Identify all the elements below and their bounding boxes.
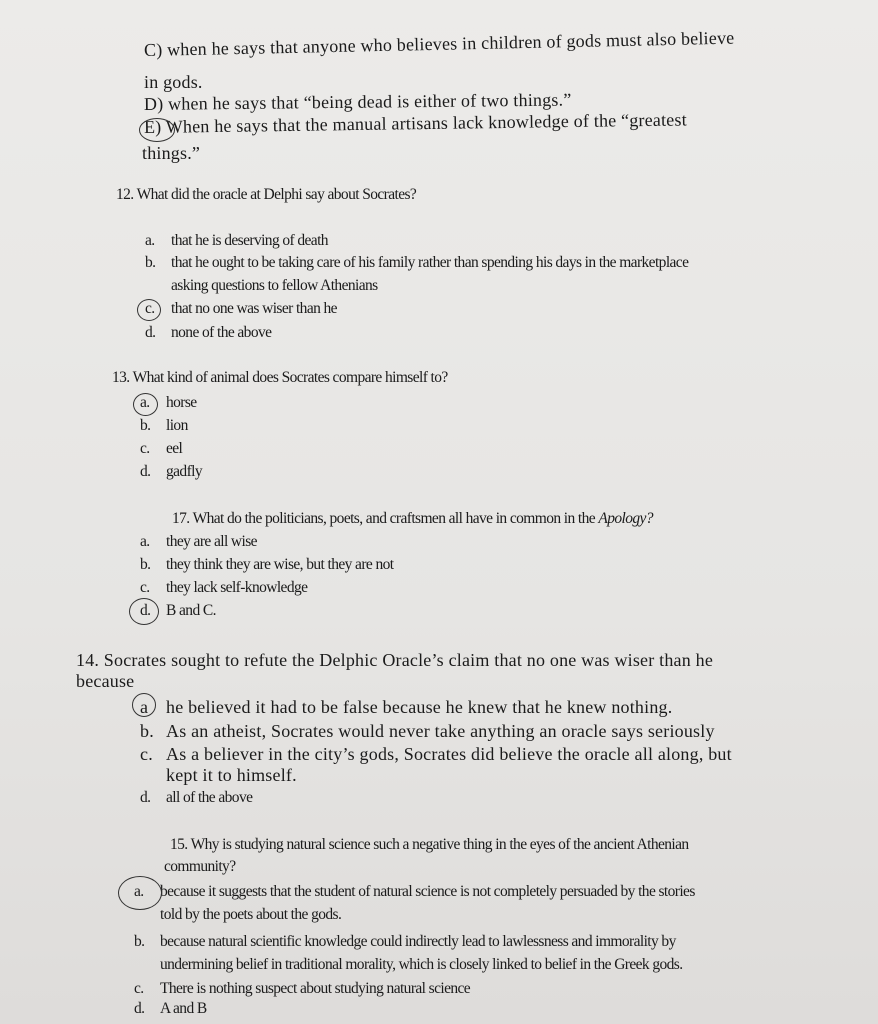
prev-option-e-cont: things.” xyxy=(142,143,201,163)
q17-c-text: they lack self-knowledge xyxy=(166,579,308,596)
q12-b-label: b. xyxy=(145,254,156,271)
q15-b-text: because natural scientific knowledge could indirectly lead to lawlessness and immorality by xyxy=(160,933,676,950)
q17-a-label: a. xyxy=(140,533,150,550)
q13-option-b xyxy=(140,417,188,435)
prev-option-e-label: E) xyxy=(143,116,162,137)
q14-b-text: As an atheist, Socrates would never take anything an oracle says seriously xyxy=(166,721,715,741)
q17-d-label: d. xyxy=(140,602,151,619)
q13-question: 13. What kind of animal does Socrates compare himself to? xyxy=(112,369,448,386)
q12-option-d xyxy=(145,324,271,342)
q12-a-label: a. xyxy=(145,232,155,249)
q14-question: 14. Socrates sought to refute the Delphic Oracle’s claim that no one was wiser than he xyxy=(76,650,714,670)
prev-option-d: D) when he says that “being dead is either of two things.” xyxy=(143,89,572,114)
q17-option-a xyxy=(140,533,257,551)
answer-circle-q12 xyxy=(137,299,161,321)
q14-option-c xyxy=(140,744,732,765)
q17-question xyxy=(172,510,653,528)
q14-a-label: a xyxy=(140,697,149,717)
prev-option-e-text: When he says that the manual artisans lack knowledge of the “greatest xyxy=(165,109,687,137)
q15-c-label: c. xyxy=(134,980,144,997)
q15-b-label: b. xyxy=(134,933,145,950)
q15-a-label: a. xyxy=(134,883,144,900)
answer-circle-q14 xyxy=(132,693,156,717)
answer-circle-q13 xyxy=(133,393,158,416)
q17-a-text: they are all wise xyxy=(166,533,257,550)
q14-d-text: all of the above xyxy=(166,789,253,806)
q13-option-d xyxy=(140,463,202,481)
q14-b-label: b. xyxy=(140,721,154,741)
q14-option-a xyxy=(140,697,672,718)
q14-c-text: As a believer in the city’s gods, Socrates did believe the oracle all along, but xyxy=(166,744,732,764)
q12-question: 12. What did the oracle at Delphi say about Socrates? xyxy=(116,186,417,203)
q13-option-c xyxy=(140,440,182,458)
q15-d-label: d. xyxy=(134,1000,145,1017)
q17-question-italic: Apology? xyxy=(598,510,653,527)
answer-circle-q17 xyxy=(129,598,159,625)
q15-question: 15. Why is studying natural science such a negative thing in the eyes of the ancient Athenian xyxy=(170,836,689,853)
q15-d-text: A and B xyxy=(160,1000,207,1017)
q17-question-text: 17. What do the politicians, poets, and craftsmen all have in common in the xyxy=(172,510,599,527)
q13-b-label: b. xyxy=(140,417,151,434)
q15-option-d xyxy=(134,1000,207,1018)
q17-option-b xyxy=(140,556,393,574)
answer-circle-q15 xyxy=(118,876,162,910)
q13-c-text: eel xyxy=(166,440,183,457)
q15-option-b-cont: undermining belief in traditional morality, which is closely linked to belief in the Greek gods. xyxy=(160,956,683,973)
q14-c-label: c. xyxy=(140,744,153,764)
q12-option-c xyxy=(145,300,337,318)
q15-question-cont: community? xyxy=(164,858,236,875)
q12-option-a xyxy=(145,232,328,250)
q15-option-a xyxy=(134,883,695,901)
q12-b-text: that he ought to be taking care of his family rather than spending his days in the marketplace xyxy=(171,254,689,271)
q17-d-text: B and C. xyxy=(166,602,216,619)
q12-option-b-cont: asking questions to fellow Athenians xyxy=(171,277,378,294)
q12-option-b xyxy=(145,254,688,272)
q13-d-label: d. xyxy=(140,463,151,480)
q12-c-label: c. xyxy=(145,300,155,317)
q15-a-text: because it suggests that the student of natural science is not completely persuaded by the stories xyxy=(160,883,695,900)
q15-option-b xyxy=(134,933,676,951)
q14-option-c-cont: kept it to himself. xyxy=(166,765,297,785)
q15-c-text: There is nothing suspect about studying natural science xyxy=(160,980,471,997)
q13-a-text: horse xyxy=(166,394,197,411)
q14-option-b xyxy=(140,721,715,742)
q14-option-d xyxy=(140,789,252,807)
q12-a-text: that he is deserving of death xyxy=(171,232,328,249)
prev-option-c: C) when he says that anyone who believes in children of gods must also believe xyxy=(143,27,735,60)
q14-question-cont: because xyxy=(76,671,135,691)
q13-d-text: gadfly xyxy=(166,463,202,480)
q17-b-label: b. xyxy=(140,556,151,573)
q15-option-a-cont: told by the poets about the gods. xyxy=(160,906,342,923)
prev-option-c-cont: in gods. xyxy=(144,72,203,92)
q12-c-text: that no one was wiser than he xyxy=(171,300,337,317)
answer-circle-e xyxy=(139,118,175,142)
q15-option-c xyxy=(134,980,470,998)
q13-c-label: c. xyxy=(140,440,150,457)
q17-option-c xyxy=(140,579,307,597)
q12-d-label: d. xyxy=(145,324,156,341)
q17-b-text: they think they are wise, but they are not xyxy=(166,556,394,573)
q12-d-text: none of the above xyxy=(171,324,272,341)
q17-c-label: c. xyxy=(140,579,150,596)
q13-b-text: lion xyxy=(166,417,188,434)
q14-a-text: he believed it had to be false because he knew that he knew nothing. xyxy=(166,697,673,717)
q14-d-label: d. xyxy=(140,789,151,806)
q13-a-label: a. xyxy=(140,394,150,411)
